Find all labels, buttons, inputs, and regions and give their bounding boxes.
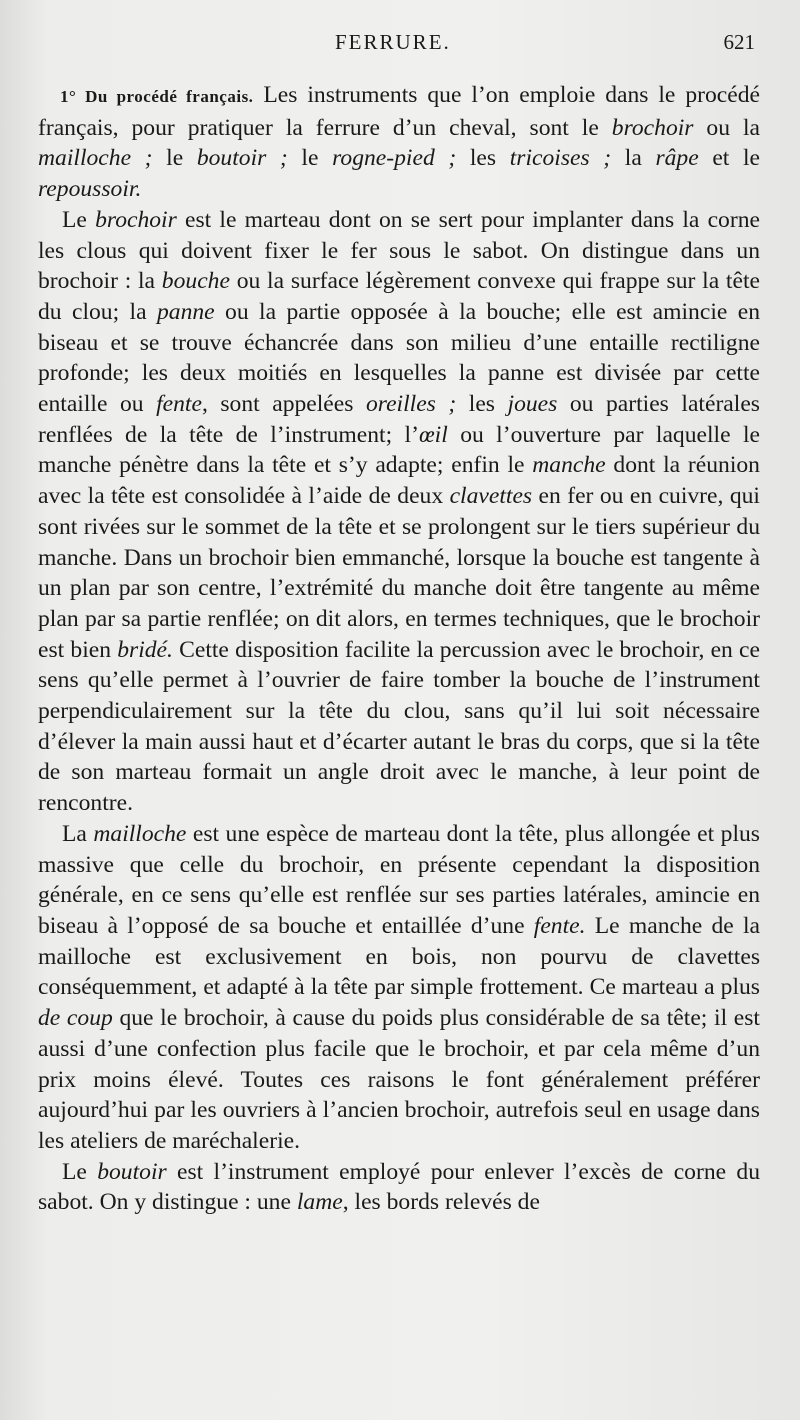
paragraph-p1 (38, 80, 760, 205)
page-header (0, 30, 800, 60)
italic-term: boutoir (97, 1158, 167, 1185)
italic-term: repoussoir. (38, 176, 142, 203)
text-run: Cette disposition facilite la percussion avec le brochoir, en ce sens qu’elle permet à l’ouvrier de faire tomber la bouche de l’instrument perpendiculairement sur la tête du clou, sans qu’il lui soit nécessaire d’élever la main aussi haut et d’écarter autant le bras du corps, que si la tête de son marteau formait un angle droit avec le manche, à leur point de rencontre. (38, 636, 760, 817)
text-run: Le manche de la mailloche est exclusivement en bois, non pourvu de clavettes conséquemment, et adapté à la tête par simple frottement. Ce marteau a plus (38, 912, 760, 1001)
text-run: La (62, 820, 94, 847)
page-number: 621 (723, 30, 755, 54)
text-run: Le (62, 1158, 98, 1185)
italic-term: oreilles ; (365, 391, 457, 418)
italic-term: manche (532, 452, 606, 479)
text-run: est l’instrument employé pour enlever l’excès de corne du sabot. On y distingue : une (38, 1158, 760, 1216)
text-run: ou la (693, 114, 761, 141)
text-run: est une espèce de marteau dont la tête, plus allongée et plus massive que celle du brochoir, en présente cependant la disposition générale, en ce sens qu’elle est renflée sur ses parties latérales, amincie en biseau à l’opposé de sa bouche et entaillée d’une (38, 820, 760, 939)
italic-term: fente. (533, 912, 586, 939)
text-run: le (152, 145, 197, 172)
text-run: la (611, 145, 656, 172)
italic-term: mailloche ; (38, 145, 153, 172)
text-run: Les instruments que l’on emploie dans le procédé français, pour pratiquer la ferrure d’un cheval, sont le (38, 82, 760, 141)
body-text (38, 80, 760, 1218)
italic-term: mailloche (93, 820, 187, 847)
text-run: , les bords relevés de (342, 1189, 540, 1216)
paragraph-p3 (38, 819, 760, 1157)
italic-term: fente (156, 391, 202, 418)
italic-term: brochoir (95, 206, 177, 233)
italic-term: clavettes (449, 483, 533, 510)
italic-term: brochoir (611, 114, 694, 141)
text-run: le (287, 145, 333, 172)
text-run: Le (62, 206, 96, 233)
text-run: ou la partie opposée à la bouche; elle est amincie en biseau et se trouve échancrée dans son milieu d’une entaille rectiligne profonde; les deux moitiés en lesquelles la panne est divisée par cette entaille ou (38, 298, 761, 418)
paragraph-p2 (38, 205, 760, 819)
paragraph-p4 (38, 1157, 760, 1218)
italic-term: panne (156, 298, 215, 325)
italic-term: de coup (38, 1005, 113, 1032)
text-run: en fer ou en cuivre, qui sont rivées sur le sommet de la tête et se prolongent sur le tiers supérieur du manche. Dans un brochoir bien emmanché, lorsque la bouche est tangente à un plan par son centre, l’extrémité du manche doit être tangente au même plan par sa partie renflée; on dit alors, en termes techniques, que le brochoir est bien (38, 483, 760, 663)
text-run: ou parties latérales renflées de la tête de l’instrument; l’ (38, 391, 760, 448)
italic-term: bridé. (117, 636, 173, 663)
text-run: et le (698, 145, 760, 172)
text-run: , sont appelées (201, 391, 366, 418)
running-title: FERRURE. (335, 30, 451, 54)
text-run: les (456, 391, 508, 418)
text-run: dont la réunion avec la tête est consolidée à l’aide de deux (38, 452, 760, 510)
italic-term: bouche (161, 268, 230, 295)
text-run: que le brochoir, à cause du poids plus considérable de sa tête; il est aussi d’une confection plus facile que le brochoir, et par cela même d’un prix moins élevé. Toutes ces raisons le font généralement préférer aujourd’hui par les ouvriers à l’ancien brochoir, autrefois seul en usage dans les ateliers de maréchalerie. (38, 1005, 760, 1154)
italic-term: tricoises ; (509, 145, 612, 172)
text-run: les (456, 145, 510, 172)
italic-term: joues (507, 391, 558, 418)
italic-term: râpe (655, 145, 699, 172)
text-run: est le marteau dont on se sert pour implanter dans la corne les clous qui doivent fixer le fer sous le sabot. On distingue dans un brochoir : la (38, 206, 760, 295)
italic-term: boutoir ; (196, 145, 288, 172)
italic-term: rogne-pied ; (332, 145, 457, 172)
section-heading: 1° Du procédé français. (60, 87, 254, 106)
italic-term: lame (296, 1189, 343, 1216)
italic-term: œil (418, 421, 448, 448)
text-run: ou la surface légèrement convexe qui frappe sur la tête du clou; la (38, 268, 760, 325)
text-run: ou l’ouverture par laquelle le manche pénètre dans la tête et s’y adapte; enfin le (38, 421, 760, 479)
